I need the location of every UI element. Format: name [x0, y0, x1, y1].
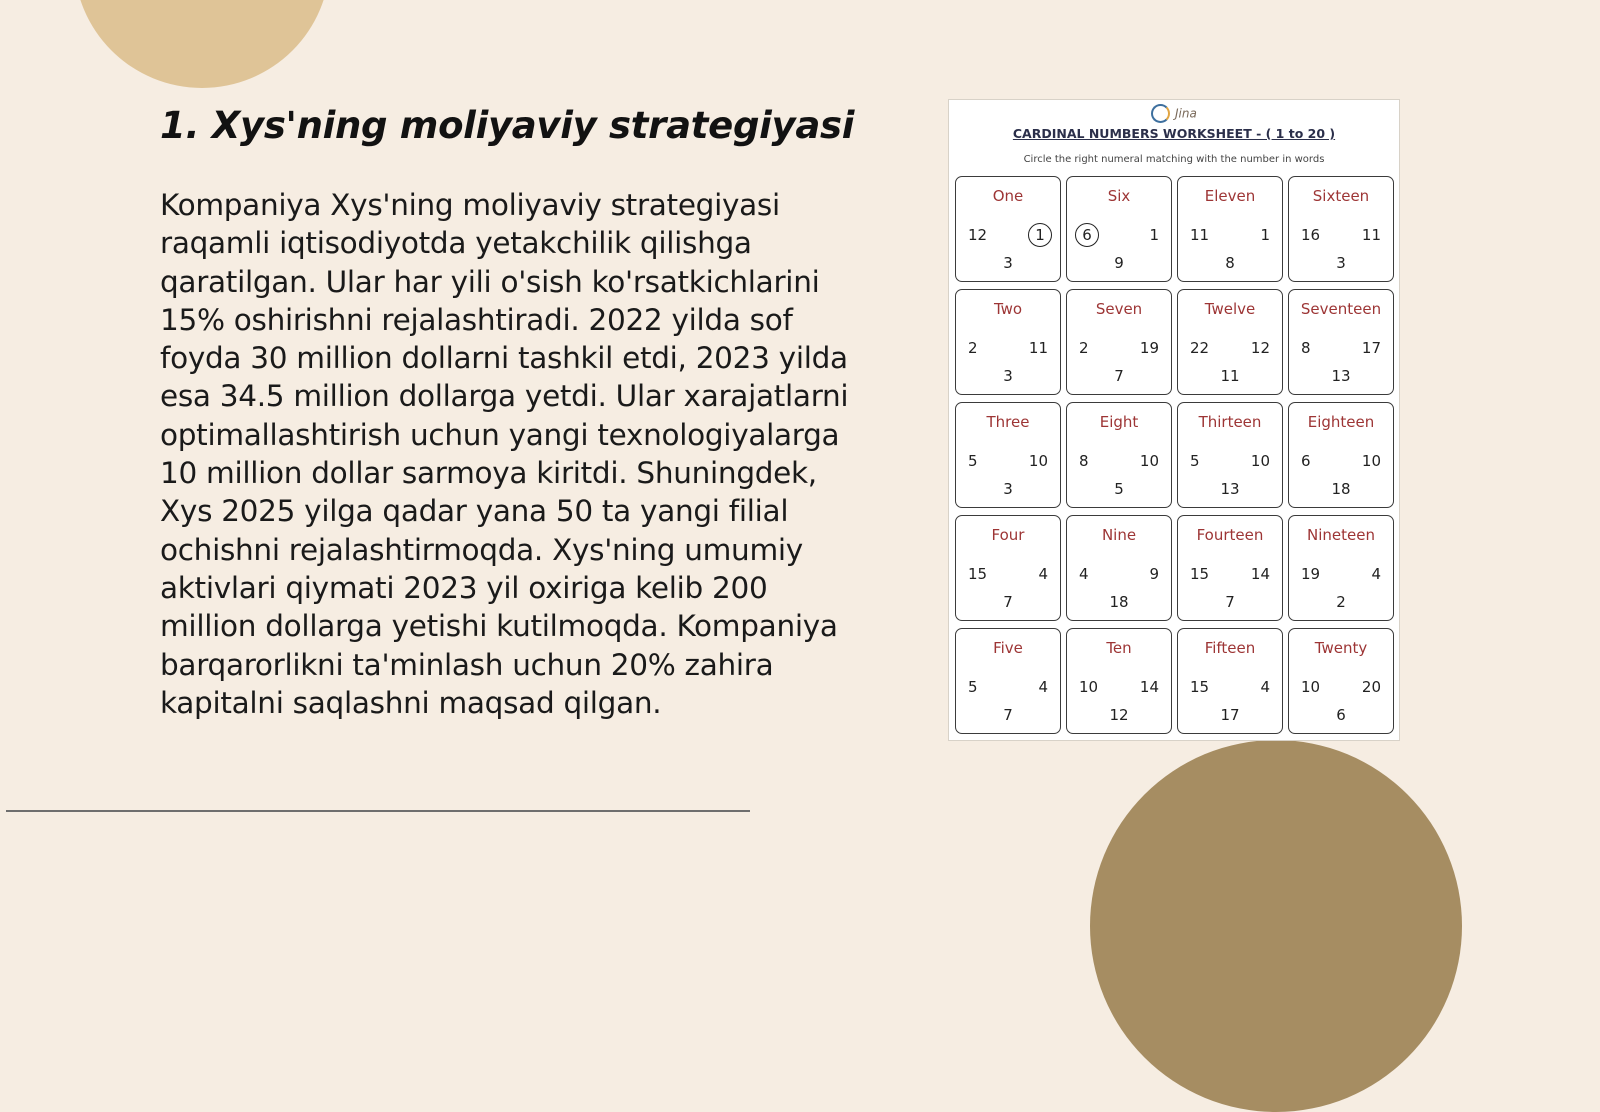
cell-option-left: 15 [1190, 678, 1210, 696]
worksheet-cell [955, 628, 1061, 734]
cell-option-bottom: 3 [1003, 480, 1013, 498]
cell-option-left: 15 [1190, 565, 1210, 583]
cell-option-bottom: 3 [1003, 367, 1013, 385]
cell-number-word: One [992, 187, 1024, 205]
cell-option-left: 5 [1190, 452, 1200, 470]
cell-option-right: 14 [1250, 565, 1270, 583]
cell-number-word: Eight [1099, 413, 1139, 431]
cell-option-right: 11 [1028, 339, 1048, 357]
worksheet-image [949, 100, 1399, 740]
worksheet-cell [1288, 402, 1394, 508]
cell-number-word: Two [993, 300, 1023, 318]
cell-option-right: 17 [1361, 339, 1381, 357]
decorative-circle-top [74, 0, 330, 88]
worksheet-cell [1066, 515, 1172, 621]
cell-number-word: Eighteen [1307, 413, 1375, 431]
cell-option-right: 10 [1250, 452, 1270, 470]
worksheet-cell [1177, 402, 1283, 508]
cell-option-left: 8 [1301, 339, 1311, 357]
cell-option-right: 4 [1038, 678, 1048, 696]
cell-option-bottom: 2 [1336, 593, 1346, 611]
cell-option-right: 1 [1028, 223, 1052, 247]
worksheet-cell [955, 289, 1061, 395]
slide-body-text: Kompaniya Xys'ning moliyaviy strategiyasi raqamli iqtisodiyotda yetakchilik qilishga qaratilgan. Ular har yili o'sish ko'rsatkichlarini 15% oshirishni rejalashtiradi. 2022 yilda sof foyda 30 million dollarni tashkil etdi, 2023 yilda esa 34.5 million dollarga yetdi. Ular xarajatlarni optimallashtirish uchun yangi texnologiyalarga 10 million dollar sarmoya kiritdi. Shuningdek, Xys 2025 yilga qadar yana 50 ta yangi filial ochishni rejalashtirmoqda. Xys'ning umumiy aktivlari qiymati 2023 yil oxiriga kelib 200 million dollarga yetishi kutilmoqda. Kompaniya barqarorlikni ta'minlash uchun 20% zahira kapitalni saqlashni maqsad qilgan. [160, 188, 849, 720]
cell-option-left: 10 [1079, 678, 1099, 696]
cell-option-left: 2 [1079, 339, 1089, 357]
cell-number-word: Eleven [1204, 187, 1256, 205]
cell-option-bottom: 11 [1220, 367, 1240, 385]
worksheet-cell [1066, 289, 1172, 395]
cell-option-right: 20 [1361, 678, 1381, 696]
worksheet-cell [1288, 176, 1394, 282]
cell-option-bottom: 7 [1003, 706, 1013, 724]
worksheet-cell [955, 176, 1061, 282]
cell-option-left: 11 [1190, 226, 1210, 244]
cell-number-word: Fifteen [1204, 639, 1256, 657]
cell-option-right: 14 [1139, 678, 1159, 696]
divider-line [6, 810, 750, 812]
cell-option-bottom: 18 [1109, 593, 1129, 611]
decorative-circle-bottom [1090, 740, 1462, 1112]
cell-option-right: 12 [1250, 339, 1270, 357]
cell-option-bottom: 3 [1336, 254, 1346, 272]
cell-option-right: 11 [1361, 226, 1381, 244]
worksheet-cell [1288, 289, 1394, 395]
worksheet-title: CARDINAL NUMBERS WORKSHEET - ( 1 to 20 ) [1012, 126, 1336, 141]
cell-option-left: 6 [1075, 223, 1099, 247]
cell-number-word: Sixteen [1312, 187, 1370, 205]
cell-number-word: Nine [1101, 526, 1137, 544]
cell-number-word: Twelve [1204, 300, 1256, 318]
cell-option-left: 19 [1301, 565, 1321, 583]
cell-number-word: Six [1107, 187, 1131, 205]
cell-option-bottom: 13 [1331, 367, 1351, 385]
cell-number-word: Seven [1095, 300, 1143, 318]
cell-number-word: Four [991, 526, 1025, 544]
worksheet-cell [1177, 289, 1283, 395]
cell-option-bottom: 3 [1003, 254, 1013, 272]
worksheet-cell [1177, 628, 1283, 734]
cell-option-left: 15 [968, 565, 988, 583]
cell-option-bottom: 7 [1003, 593, 1013, 611]
cell-number-word: Five [993, 639, 1023, 657]
cell-option-left: 2 [968, 339, 978, 357]
cell-number-word: Fourteen [1196, 526, 1264, 544]
cell-option-left: 22 [1190, 339, 1210, 357]
cell-option-right: 10 [1139, 452, 1159, 470]
worksheet-cell [955, 402, 1061, 508]
cell-option-left: 16 [1301, 226, 1321, 244]
cell-option-left: 5 [968, 678, 978, 696]
cell-option-right: 1 [1260, 226, 1270, 244]
cell-option-right: 4 [1260, 678, 1270, 696]
cell-option-left: 8 [1079, 452, 1089, 470]
cell-option-right: 10 [1028, 452, 1048, 470]
cell-number-word: Nineteen [1307, 526, 1375, 544]
cell-option-bottom: 9 [1114, 254, 1124, 272]
worksheet-cell [1288, 515, 1394, 621]
cell-number-word: Ten [1106, 639, 1132, 657]
cell-option-right: 4 [1038, 565, 1048, 583]
slide-title: 1. Xys'ning moliyaviy strategiyasi [160, 104, 855, 147]
cell-number-word: Twenty [1314, 639, 1368, 657]
cell-option-left: 12 [968, 226, 988, 244]
worksheet-cell [1066, 628, 1172, 734]
cell-option-right: 10 [1361, 452, 1381, 470]
cell-option-bottom: 7 [1225, 593, 1235, 611]
cell-option-bottom: 5 [1114, 480, 1124, 498]
cell-number-word: Thirteen [1198, 413, 1262, 431]
cell-option-bottom: 18 [1331, 480, 1351, 498]
worksheet-cell [1066, 402, 1172, 508]
worksheet-cell [1177, 176, 1283, 282]
worksheet-grid [955, 176, 1394, 734]
worksheet-cell [1288, 628, 1394, 734]
worksheet-cell [955, 515, 1061, 621]
worksheet-logo [949, 104, 1399, 123]
worksheet-cell [1066, 176, 1172, 282]
cell-number-word: Three [986, 413, 1030, 431]
cell-option-right: 4 [1371, 565, 1381, 583]
cell-option-bottom: 6 [1336, 706, 1346, 724]
cell-number-word: Seventeen [1300, 300, 1382, 318]
cell-option-left: 6 [1301, 452, 1311, 470]
cell-option-bottom: 8 [1225, 254, 1235, 272]
cell-option-left: 4 [1079, 565, 1089, 583]
worksheet-brand: Jina [1174, 106, 1197, 121]
cell-option-left: 5 [968, 452, 978, 470]
cell-option-right: 19 [1139, 339, 1159, 357]
worksheet-instructions: Circle the right numeral matching with the number in words [1023, 154, 1325, 165]
cell-option-bottom: 13 [1220, 480, 1240, 498]
cell-option-right: 9 [1149, 565, 1159, 583]
swirl-logo-icon [1151, 104, 1170, 123]
cell-option-left: 10 [1301, 678, 1321, 696]
worksheet-cell [1177, 515, 1283, 621]
cell-option-right: 1 [1149, 226, 1159, 244]
cell-option-bottom: 17 [1220, 706, 1240, 724]
cell-option-bottom: 12 [1109, 706, 1129, 724]
cell-option-bottom: 7 [1114, 367, 1124, 385]
